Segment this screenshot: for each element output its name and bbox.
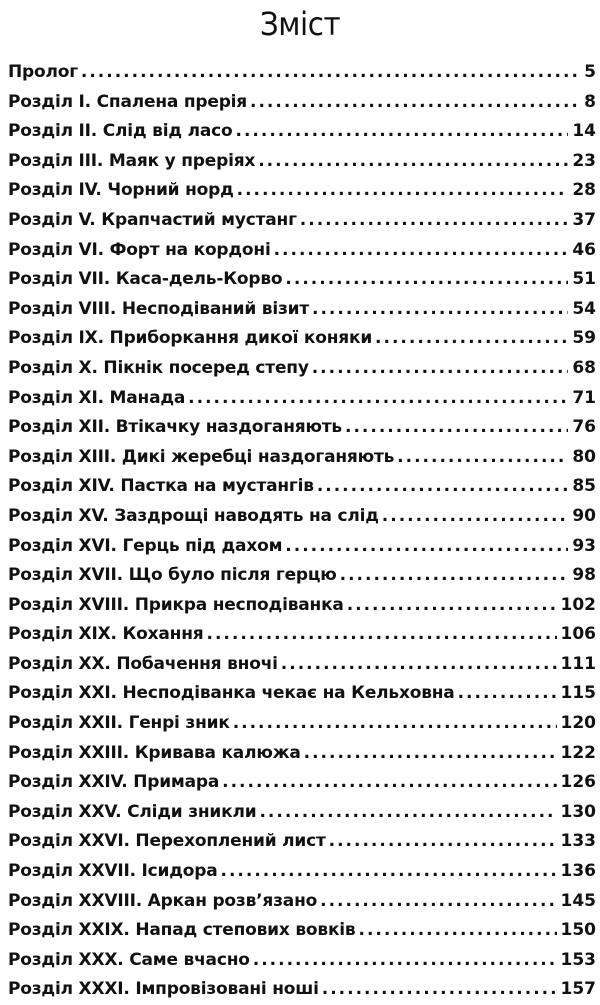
toc-page-number: 46 [572, 239, 596, 260]
toc-leader-dots [320, 887, 556, 917]
toc-page-number: 68 [572, 357, 596, 378]
toc-page-number: 115 [560, 683, 596, 704]
toc-leader-dots [206, 620, 556, 650]
toc-entry [8, 295, 596, 325]
toc-leader-dots [237, 176, 569, 206]
toc-leader-dots [322, 975, 557, 1005]
toc-entry [8, 975, 596, 1005]
toc-page-number: 71 [572, 387, 596, 408]
toc-page-number: 98 [572, 565, 596, 586]
toc-page-number: 37 [572, 209, 596, 230]
toc-entry [8, 591, 596, 621]
toc-leader-dots [329, 827, 557, 857]
toc-entry-label: Розділ VI. Форт на кордоні [8, 239, 271, 260]
toc-entry-label: Розділ XII. Втікачку наздоганяють [8, 417, 342, 438]
toc-leader-dots [375, 324, 568, 354]
toc-entry [8, 946, 596, 976]
toc-entry [8, 916, 596, 946]
toc-page-number: 76 [572, 417, 596, 438]
toc-page-number: 150 [560, 920, 596, 941]
toc-leader-dots [258, 147, 568, 177]
toc-leader-dots [317, 472, 569, 502]
toc-entry-label: Розділ XXII. Генрі зник [8, 713, 230, 734]
toc-page-number: 59 [572, 328, 596, 349]
toc-page-number: 8 [584, 91, 596, 112]
toc-page-number: 85 [572, 476, 596, 497]
toc-page-number: 90 [572, 505, 596, 526]
toc-entry-label: Пролог [8, 62, 78, 82]
toc-leader-dots [285, 265, 568, 295]
toc-page-number: 51 [572, 269, 596, 290]
toc-entry-label: Розділ XXI. Несподіванка чекає на Кельховна [8, 683, 455, 704]
toc-page-number: 14 [572, 121, 596, 142]
toc-entry-label: Розділ II. Слід від ласо [8, 121, 233, 142]
toc-page-number: 102 [560, 594, 596, 615]
toc-leader-dots [250, 88, 580, 118]
toc-entry-label: Розділ IV. Чорний норд [8, 180, 234, 201]
toc-entry-label: Розділ XX. Побачення вночі [8, 653, 278, 674]
toc-page-number: 120 [560, 713, 596, 734]
toc-page-number: 133 [560, 831, 596, 852]
toc-entry-label: Розділ XXIV. Примара [8, 772, 220, 793]
toc-entry-label: Розділ XXIII. Кривава калюжа [8, 742, 301, 763]
toc-leader-dots [304, 739, 557, 769]
toc-page-number: 80 [572, 446, 596, 467]
toc-leader-dots [347, 591, 557, 621]
toc-leader-dots [312, 354, 569, 384]
toc-leader-dots [340, 561, 569, 591]
toc-page-number: 126 [560, 772, 596, 793]
toc-entry [8, 265, 596, 295]
toc-entry [8, 887, 596, 917]
toc-entry-label: Розділ VII. Каса-дель-Корво [8, 269, 283, 290]
toc-entry [8, 354, 596, 384]
toc-entry [8, 413, 596, 443]
toc-entry-label: Розділ IX. Приборкання дикої коняки [8, 328, 373, 349]
toc-entry [8, 236, 596, 266]
toc-entry [8, 532, 596, 562]
toc-entry-label: Розділ XXX. Саме вчасно [8, 949, 250, 970]
toc-entry [8, 384, 596, 414]
toc-leader-dots [397, 443, 568, 473]
toc-entry [8, 472, 596, 502]
toc-entry-label: Розділ VIII. Несподіваний візит [8, 298, 310, 319]
toc-page-number: 122 [560, 742, 596, 763]
toc-entry [8, 117, 596, 147]
toc-entry [8, 857, 596, 887]
toc-page-number: 28 [572, 180, 596, 201]
toc-page-number: 106 [560, 624, 596, 645]
toc-entry [8, 443, 596, 473]
toc-entry-label: Розділ XXVII. Ісидора [8, 861, 218, 882]
toc-entry-label: Розділ XVI. Герць під дахом [8, 535, 283, 556]
toc-entry-label: Розділ XI. Манада [8, 387, 186, 408]
toc-leader-dots [312, 295, 568, 325]
toc-entry-label: Розділ XVII. Що було після герцю [8, 565, 337, 586]
toc-leader-dots [345, 413, 568, 443]
toc-entry [8, 58, 596, 88]
table-of-contents [8, 58, 596, 1005]
toc-page-number: 136 [560, 861, 596, 882]
toc-page-number: 5 [584, 62, 596, 82]
toc-entry [8, 620, 596, 650]
toc-entry [8, 709, 596, 739]
toc-page-number: 54 [572, 298, 596, 319]
toc-entry-label: Розділ III. Маяк у преріях [8, 150, 256, 171]
toc-entry-label: Розділ XXVI. Перехоплений лист [8, 831, 326, 852]
toc-page-number: 145 [560, 890, 596, 911]
toc-page-number: 23 [572, 150, 596, 171]
toc-page-number: 157 [560, 979, 596, 1000]
toc-entry-label: Розділ XIV. Пастка на мустангів [8, 476, 314, 497]
toc-leader-dots [235, 117, 568, 147]
toc-leader-dots [222, 768, 556, 798]
toc-entry-label: Розділ XXXI. Імпровізовані ноші [8, 979, 319, 1000]
toc-entry [8, 798, 596, 828]
toc-entry [8, 768, 596, 798]
toc-entry-label: Розділ XIII. Дикі жеребці наздоганяють [8, 446, 395, 467]
toc-entry [8, 502, 596, 532]
toc-entry [8, 561, 596, 591]
toc-entry-label: Розділ XXVIII. Аркан розв’язано [8, 890, 318, 911]
toc-entry [8, 827, 596, 857]
toc-leader-dots [259, 798, 556, 828]
toc-entry-label: Розділ XV. Заздрощі наводять на слід [8, 505, 379, 526]
toc-entry [8, 88, 596, 118]
toc-page-number: 130 [560, 801, 596, 822]
toc-page-number: 153 [560, 949, 596, 970]
toc-leader-dots [382, 502, 569, 532]
page-title: Зміст [259, 5, 341, 43]
toc-leader-dots [81, 58, 580, 88]
toc-entry [8, 739, 596, 769]
toc-leader-dots [253, 946, 557, 976]
toc-leader-dots [188, 384, 568, 414]
toc-page-number: 111 [560, 653, 596, 674]
toc-entry-label: Розділ V. Крапчастий мустанг [8, 209, 297, 230]
toc-leader-dots [281, 650, 557, 680]
toc-entry-label: Розділ І. Спалена прерія [8, 91, 248, 112]
toc-leader-dots [285, 532, 568, 562]
toc-leader-dots [458, 679, 557, 709]
toc-entry-label: Розділ XIX. Кохання [8, 624, 204, 645]
toc-entry-label: Розділ XXIX. Напад степових вовків [8, 920, 356, 941]
toc-leader-dots [274, 236, 569, 266]
toc-entry [8, 324, 596, 354]
toc-leader-dots [233, 709, 557, 739]
toc-entry [8, 206, 596, 236]
toc-entry [8, 176, 596, 206]
toc-page-number: 93 [572, 535, 596, 556]
toc-leader-dots [300, 206, 569, 236]
toc-entry-label: Розділ X. Пікнік посеред степу [8, 357, 309, 378]
toc-leader-dots [359, 916, 557, 946]
toc-entry-label: Розділ XXV. Сліди зникли [8, 801, 257, 822]
toc-entry [8, 147, 596, 177]
toc-entry [8, 679, 596, 709]
toc-leader-dots [221, 857, 557, 887]
toc-entry [8, 650, 596, 680]
toc-entry-label: Розділ XVIII. Прикра несподіванка [8, 594, 344, 615]
